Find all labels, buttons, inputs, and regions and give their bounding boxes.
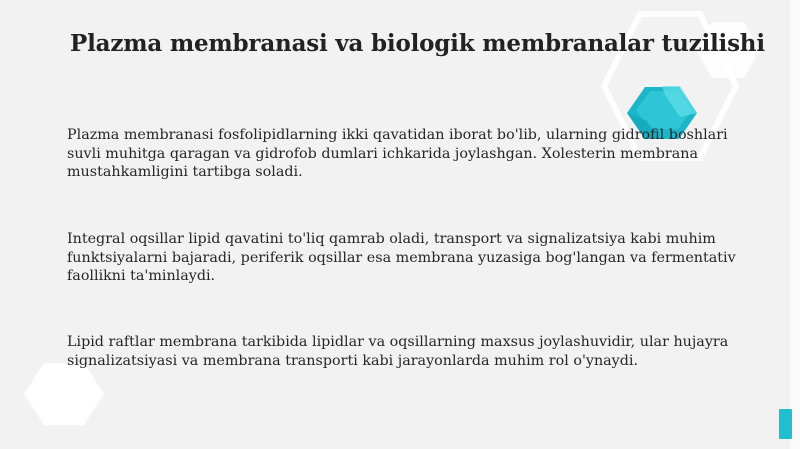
paragraph-membrane-proteins: Integral oqsillar lipid qavatini to'liq qamrab oladi, transport va signalizatsiya kabi muhim funktsiyalarni bajaradi, periferik oqsillar esa membrana yuzasiga bog'langan va fermentativ faollikni ta'minlaydi.: [67, 231, 736, 284]
paragraph-lipid-rafts: Lipid raftlar membrana tarkibida lipidlar va oqsillarning maxsus joylashuvidir, ular hujayra signalizatsiyasi va membrana transporti kabi jarayonlarda muhim rol o'ynaydi.: [67, 334, 729, 369]
slide-title: Plazma membranasi va biologik membranalar tuzilishi: [70, 30, 765, 57]
cyan-accent-bar: [779, 409, 792, 439]
paragraph-phospholipid-bilayer: Plazma membranasi fosfolipidlarning ikki qavatidan iborat bo'lib, ularning gidrofil boshlari suvli muhitga qaragan va gidrofob dumlari ichkarida joylashgan. Xolesterin membrana mustahkamligini tartibga soladi.: [67, 127, 728, 180]
right-edge-strip: [790, 0, 800, 449]
white-hexagon-decoration: [24, 363, 104, 425]
